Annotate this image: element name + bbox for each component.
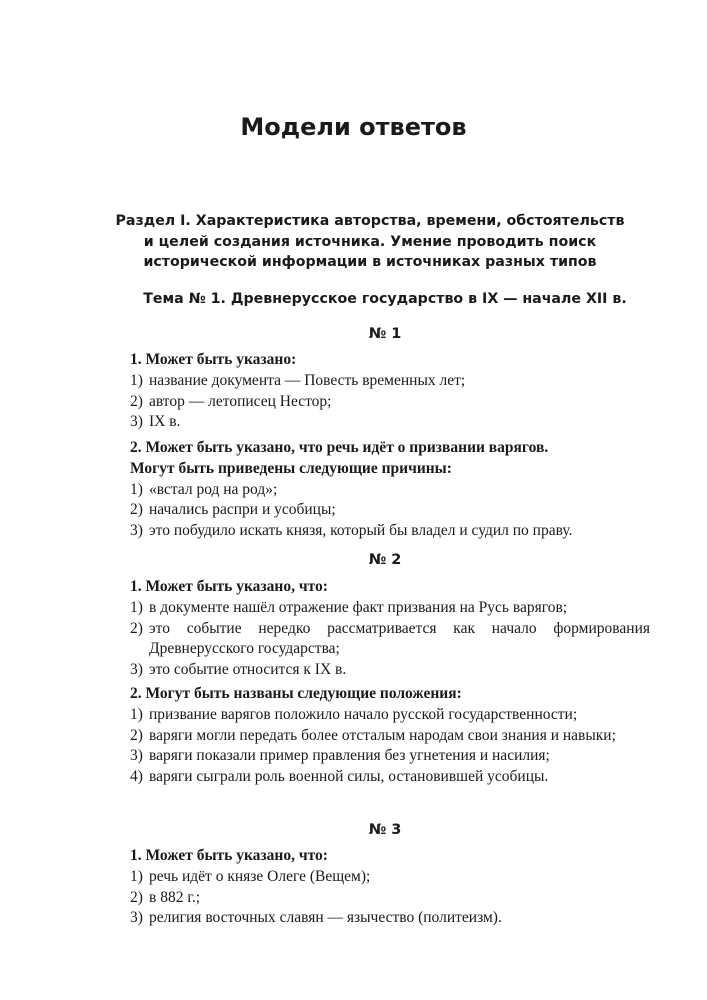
item-number: 1) — [130, 371, 143, 389]
question-subheader: Могут быть приведены следующие причины: — [130, 459, 452, 477]
list-item — [130, 867, 650, 888]
item-text: это побудило искать князя, который бы владел и судил по праву. — [149, 522, 573, 540]
task-1-question-2 — [130, 438, 650, 542]
question-header: 1. Может быть указано, что: — [130, 578, 328, 595]
item-number: 2) — [130, 726, 143, 744]
list-item — [130, 908, 650, 929]
task-number-2: № 2 — [368, 552, 402, 568]
list-item — [130, 619, 650, 661]
item-number: 3) — [130, 747, 143, 765]
item-number: 1) — [130, 598, 143, 616]
item-number: 3) — [130, 661, 143, 679]
item-text: речь идёт о князе Олеге (Вещем); — [149, 867, 371, 885]
task-number-1: № 1 — [368, 326, 402, 342]
list-item — [130, 705, 650, 726]
item-number: 2) — [130, 619, 143, 637]
item-text: варяги сыграли роль военной силы, остановившей усобицы. — [149, 768, 549, 786]
page-title: Модели ответов — [240, 113, 467, 141]
section-heading-line: Раздел I. Характеристика авторства, времени, обстоятельств — [115, 213, 625, 229]
list-item — [130, 392, 650, 413]
item-text: «встал род на род»; — [149, 480, 278, 498]
item-text: варяги могли передать более отсталым народам свои знания и навыки; — [149, 726, 616, 744]
question-header: 1. Может быть указано, что: — [130, 847, 328, 864]
list-item — [130, 500, 650, 521]
item-text: это событие нередко рассматривается как начало формирования Древнерусского государства; — [149, 619, 650, 658]
question-header: 1. Может быть указано: — [130, 351, 297, 368]
item-number: 2) — [130, 501, 143, 519]
list-item — [130, 521, 650, 542]
item-text: варяги показали пример правления без угнетения и насилия; — [149, 747, 550, 765]
task-2-question-2 — [130, 684, 650, 788]
item-text: это событие относится к IX в. — [149, 661, 347, 679]
list-item — [130, 371, 650, 392]
section-heading-line: и целей создания источника. Умение проводить поиск — [143, 233, 597, 250]
list-item — [130, 888, 650, 909]
item-number: 4) — [130, 768, 143, 786]
list-item — [130, 726, 650, 747]
topic-heading: Тема № 1. Древнерусское государство в IX — начале XII в. — [143, 291, 627, 307]
item-text: в документе нашёл отражение факт призвания на Русь варягов; — [149, 598, 568, 616]
item-number: 3) — [130, 413, 143, 431]
item-text: религия восточных славян — язычество (политеизм). — [149, 909, 502, 927]
section-heading-line: исторической информации в источниках разных типов — [143, 254, 597, 270]
task-3-question-1 — [130, 846, 650, 929]
section-heading — [100, 211, 640, 273]
question-header: 2. Могут быть названы следующие положения: — [130, 685, 462, 702]
item-text: IX в. — [149, 413, 181, 431]
item-number: 3) — [130, 522, 143, 540]
item-text: призвание варягов положило начало русской государственности; — [149, 705, 578, 723]
item-text: начались распри и усобицы; — [149, 501, 336, 519]
task-1-question-1 — [130, 350, 650, 433]
item-number: 2) — [130, 888, 143, 906]
item-text: в 882 г.; — [149, 888, 201, 906]
item-number: 1) — [130, 480, 143, 498]
list-item — [130, 598, 650, 619]
list-item — [130, 412, 650, 433]
item-number: 1) — [130, 867, 143, 885]
list-item — [130, 660, 650, 681]
question-header: 2. Может быть указано, что речь идёт о призвании варягов. — [130, 439, 549, 456]
task-2-question-1 — [130, 577, 650, 681]
item-text: название документа — Повесть временных лет; — [149, 371, 466, 389]
item-number: 1) — [130, 705, 143, 723]
item-text: автор — летописец Нестор; — [149, 392, 332, 410]
task-number-3: № 3 — [368, 822, 402, 838]
list-item — [130, 480, 650, 501]
list-item — [130, 746, 650, 767]
item-number: 2) — [130, 392, 143, 410]
list-item — [130, 767, 650, 788]
item-number: 3) — [130, 909, 143, 927]
